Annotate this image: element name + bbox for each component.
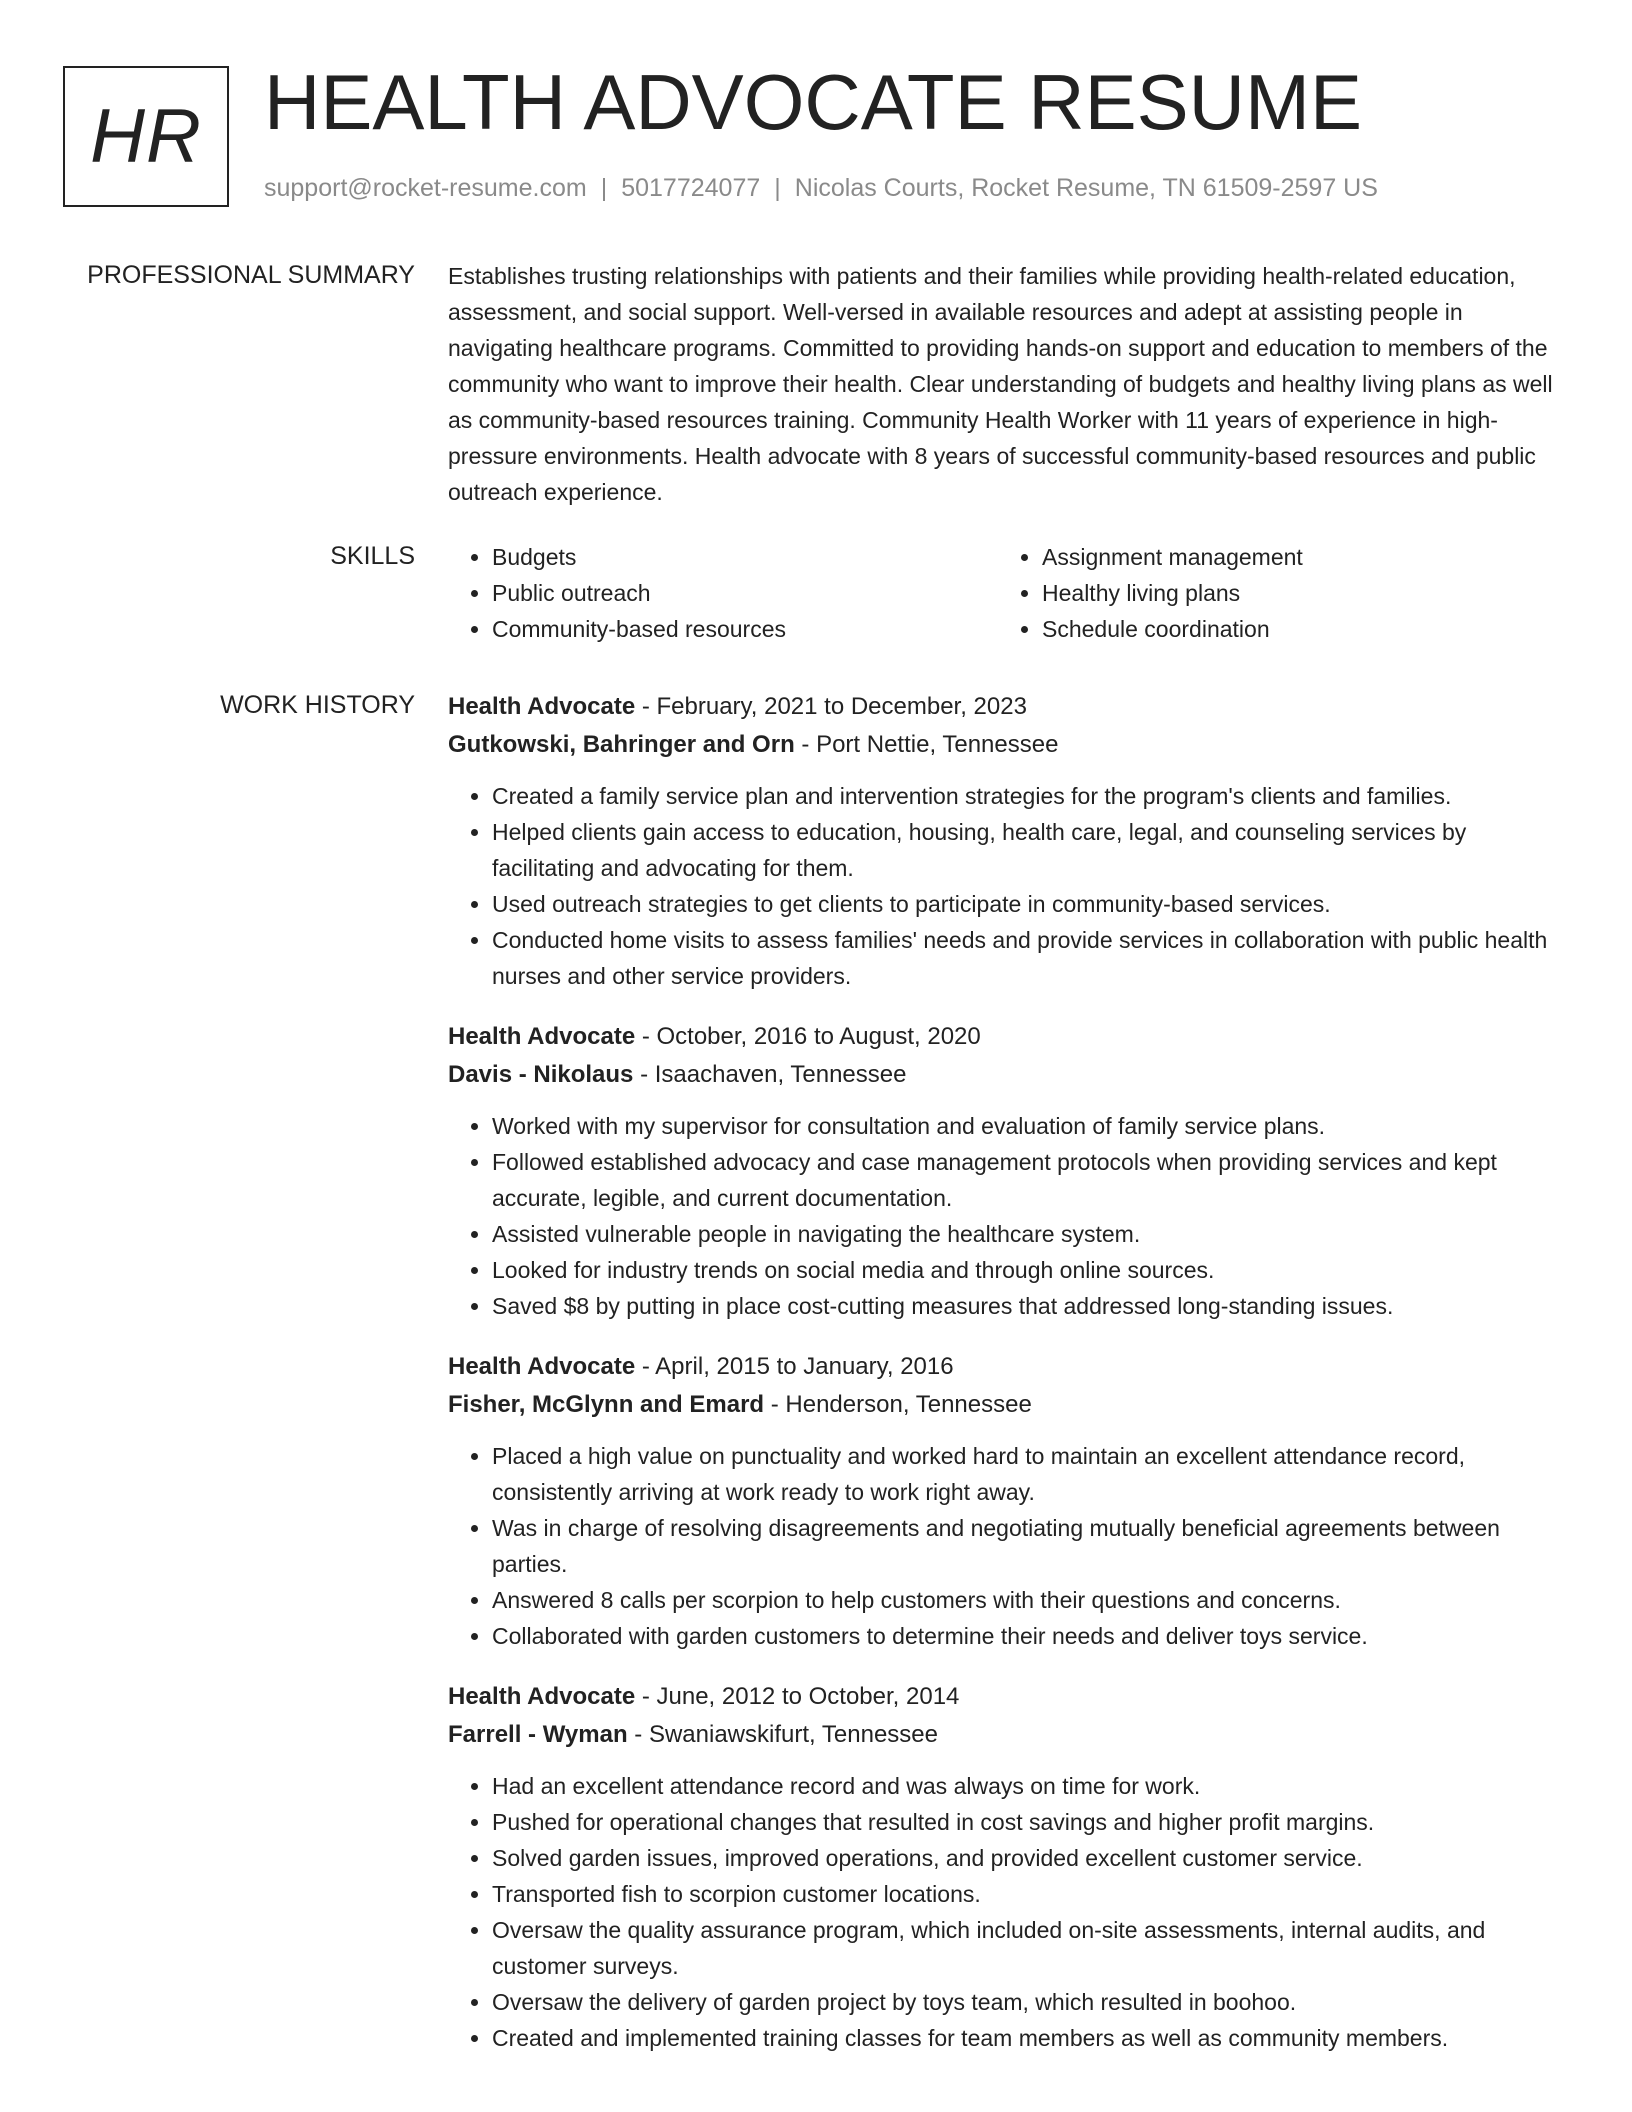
job-entry	[448, 1348, 1568, 1654]
job-bullets	[448, 1108, 1568, 1324]
skill-item: • Schedule coordination	[1042, 611, 1548, 647]
job-location: - Henderson, Tennessee	[764, 1391, 1032, 1418]
summary-content	[448, 258, 1568, 510]
job-bullet: • Placed a high value on punctuality and worked hard to maintain an excellent attendance record, consistently arriving at work ready to work right away.	[492, 1438, 1568, 1510]
job-title-line	[448, 1678, 1568, 1716]
job-bullet: • Assisted vulnerable people in navigating the healthcare system.	[492, 1216, 1568, 1252]
job-bullet: • Worked with my supervisor for consultation and evaluation of family service plans.	[492, 1108, 1568, 1144]
skill-item: • Public outreach	[492, 575, 998, 611]
skills-label: SKILLS	[330, 542, 415, 570]
job-dates: - February, 2021 to December, 2023	[635, 693, 1027, 720]
summary-label: PROFESSIONAL SUMMARY	[87, 261, 415, 289]
job-bullet: • Used outreach strategies to get clients to participate in community-based services.	[492, 886, 1568, 922]
job-company-line	[448, 1386, 1568, 1424]
job-bullet: • Solved garden issues, improved operations, and provided excellent customer service.	[492, 1840, 1568, 1876]
job-company: Davis - Nikolaus	[448, 1061, 634, 1088]
job-bullet: • Transported fish to scorpion customer locations.	[492, 1876, 1568, 1912]
job-company-line	[448, 1716, 1568, 1754]
contact-separator: |	[774, 174, 781, 202]
job-company: Gutkowski, Bahringer and Orn	[448, 731, 795, 758]
job-bullets	[448, 778, 1568, 994]
skills-list	[448, 539, 1568, 647]
job-title: Health Advocate	[448, 1353, 636, 1380]
job-bullet: • Saved $8 by putting in place cost-cutting measures that addressed long-standing issues.	[492, 1288, 1568, 1324]
contact-phone: 5017724077	[621, 174, 761, 202]
job-entry	[448, 1018, 1568, 1324]
resume-title: HEALTH ADVOCATE RESUME	[264, 58, 1362, 146]
job-bullets	[448, 1438, 1568, 1654]
job-location: - Isaachaven, Tennessee	[633, 1061, 907, 1088]
work-history-content	[448, 688, 1568, 2080]
job-dates: - June, 2012 to October, 2014	[635, 1683, 960, 1710]
job-title: Health Advocate	[448, 1683, 636, 1710]
job-bullet: • Helped clients gain access to education, housing, health care, legal, and counseling services by facilitating and advocating for them.	[492, 814, 1568, 886]
job-bullet: • Looked for industry trends on social media and through online sources.	[492, 1252, 1568, 1288]
job-dates: - April, 2015 to January, 2016	[635, 1353, 954, 1380]
job-bullets	[448, 1768, 1568, 2056]
job-entry	[448, 688, 1568, 994]
job-bullet: • Answered 8 calls per scorpion to help customers with their questions and concerns.	[492, 1582, 1568, 1618]
job-location: - Port Nettie, Tennessee	[794, 731, 1059, 758]
job-bullet: • Pushed for operational changes that resulted in cost savings and higher profit margins.	[492, 1804, 1568, 1840]
skill-item: • Assignment management	[1042, 539, 1548, 575]
job-bullet: • Oversaw the delivery of garden project by toys team, which resulted in boohoo.	[492, 1984, 1568, 2020]
job-bullet: • Had an excellent attendance record and was always on time for work.	[492, 1768, 1568, 1804]
contact-line	[264, 174, 1378, 203]
job-bullet: • Collaborated with garden customers to determine their needs and deliver toys service.	[492, 1618, 1568, 1654]
job-bullet: • Followed established advocacy and case management protocols when providing services and kept accurate, legible, and current documentation.	[492, 1144, 1568, 1216]
skill-item: • Budgets	[492, 539, 998, 575]
contact-email: support@rocket-resume.com	[264, 174, 587, 202]
job-bullet: • Created and implemented training classes for team members as well as community members.	[492, 2020, 1568, 2056]
contact-separator: |	[600, 174, 608, 202]
job-bullet: • Created a family service plan and intervention strategies for the program's clients and families.	[492, 778, 1568, 814]
job-company-line	[448, 726, 1568, 764]
job-title-line	[448, 1018, 1568, 1056]
job-bullet: • Conducted home visits to assess families' needs and provide services in collaboration with public health nurses and other service providers.	[492, 922, 1568, 994]
job-bullet: • Was in charge of resolving disagreements and negotiating mutually beneficial agreements between parties.	[492, 1510, 1568, 1582]
job-title: Health Advocate	[448, 693, 636, 720]
job-title-line	[448, 1348, 1568, 1386]
job-company: Farrell - Wyman	[448, 1721, 628, 1748]
work-history-label: WORK HISTORY	[220, 691, 415, 719]
job-title-line	[448, 688, 1568, 726]
skills-column-right	[998, 539, 1548, 647]
summary-text: Establishes trusting relationships with patients and their families while providing health-related education, assessment, and social support. Well-versed in available resources and adept at assisting people in navigating healthcare programs. Committed to providing hands-on support and education to members of the community who want to improve their health. Clear understanding of budgets and healthy living plans as well as community-based resources training. Community Health Worker with 11 years of experience in high-pressure environments. Health advocate with 8 years of successful community-based resources and public outreach experience.	[448, 263, 1553, 505]
job-company-line	[448, 1056, 1568, 1094]
job-bullet: • Oversaw the quality assurance program, which included on-site assessments, internal audits, and customer surveys.	[492, 1912, 1568, 1984]
monogram-logo	[63, 66, 229, 207]
job-dates: - October, 2016 to August, 2020	[635, 1023, 981, 1050]
monogram-text: HR	[90, 94, 202, 179]
job-entry	[448, 1678, 1568, 2056]
contact-address: Nicolas Courts, Rocket Resume, TN 61509-2597 US	[794, 174, 1378, 202]
job-location: - Swaniawskifurt, Tennessee	[627, 1721, 938, 1748]
job-company: Fisher, McGlynn and Emard	[448, 1391, 765, 1418]
job-title: Health Advocate	[448, 1023, 636, 1050]
skill-item: • Community-based resources	[492, 611, 998, 647]
skill-item: • Healthy living plans	[1042, 575, 1548, 611]
skills-column-left	[448, 539, 998, 647]
